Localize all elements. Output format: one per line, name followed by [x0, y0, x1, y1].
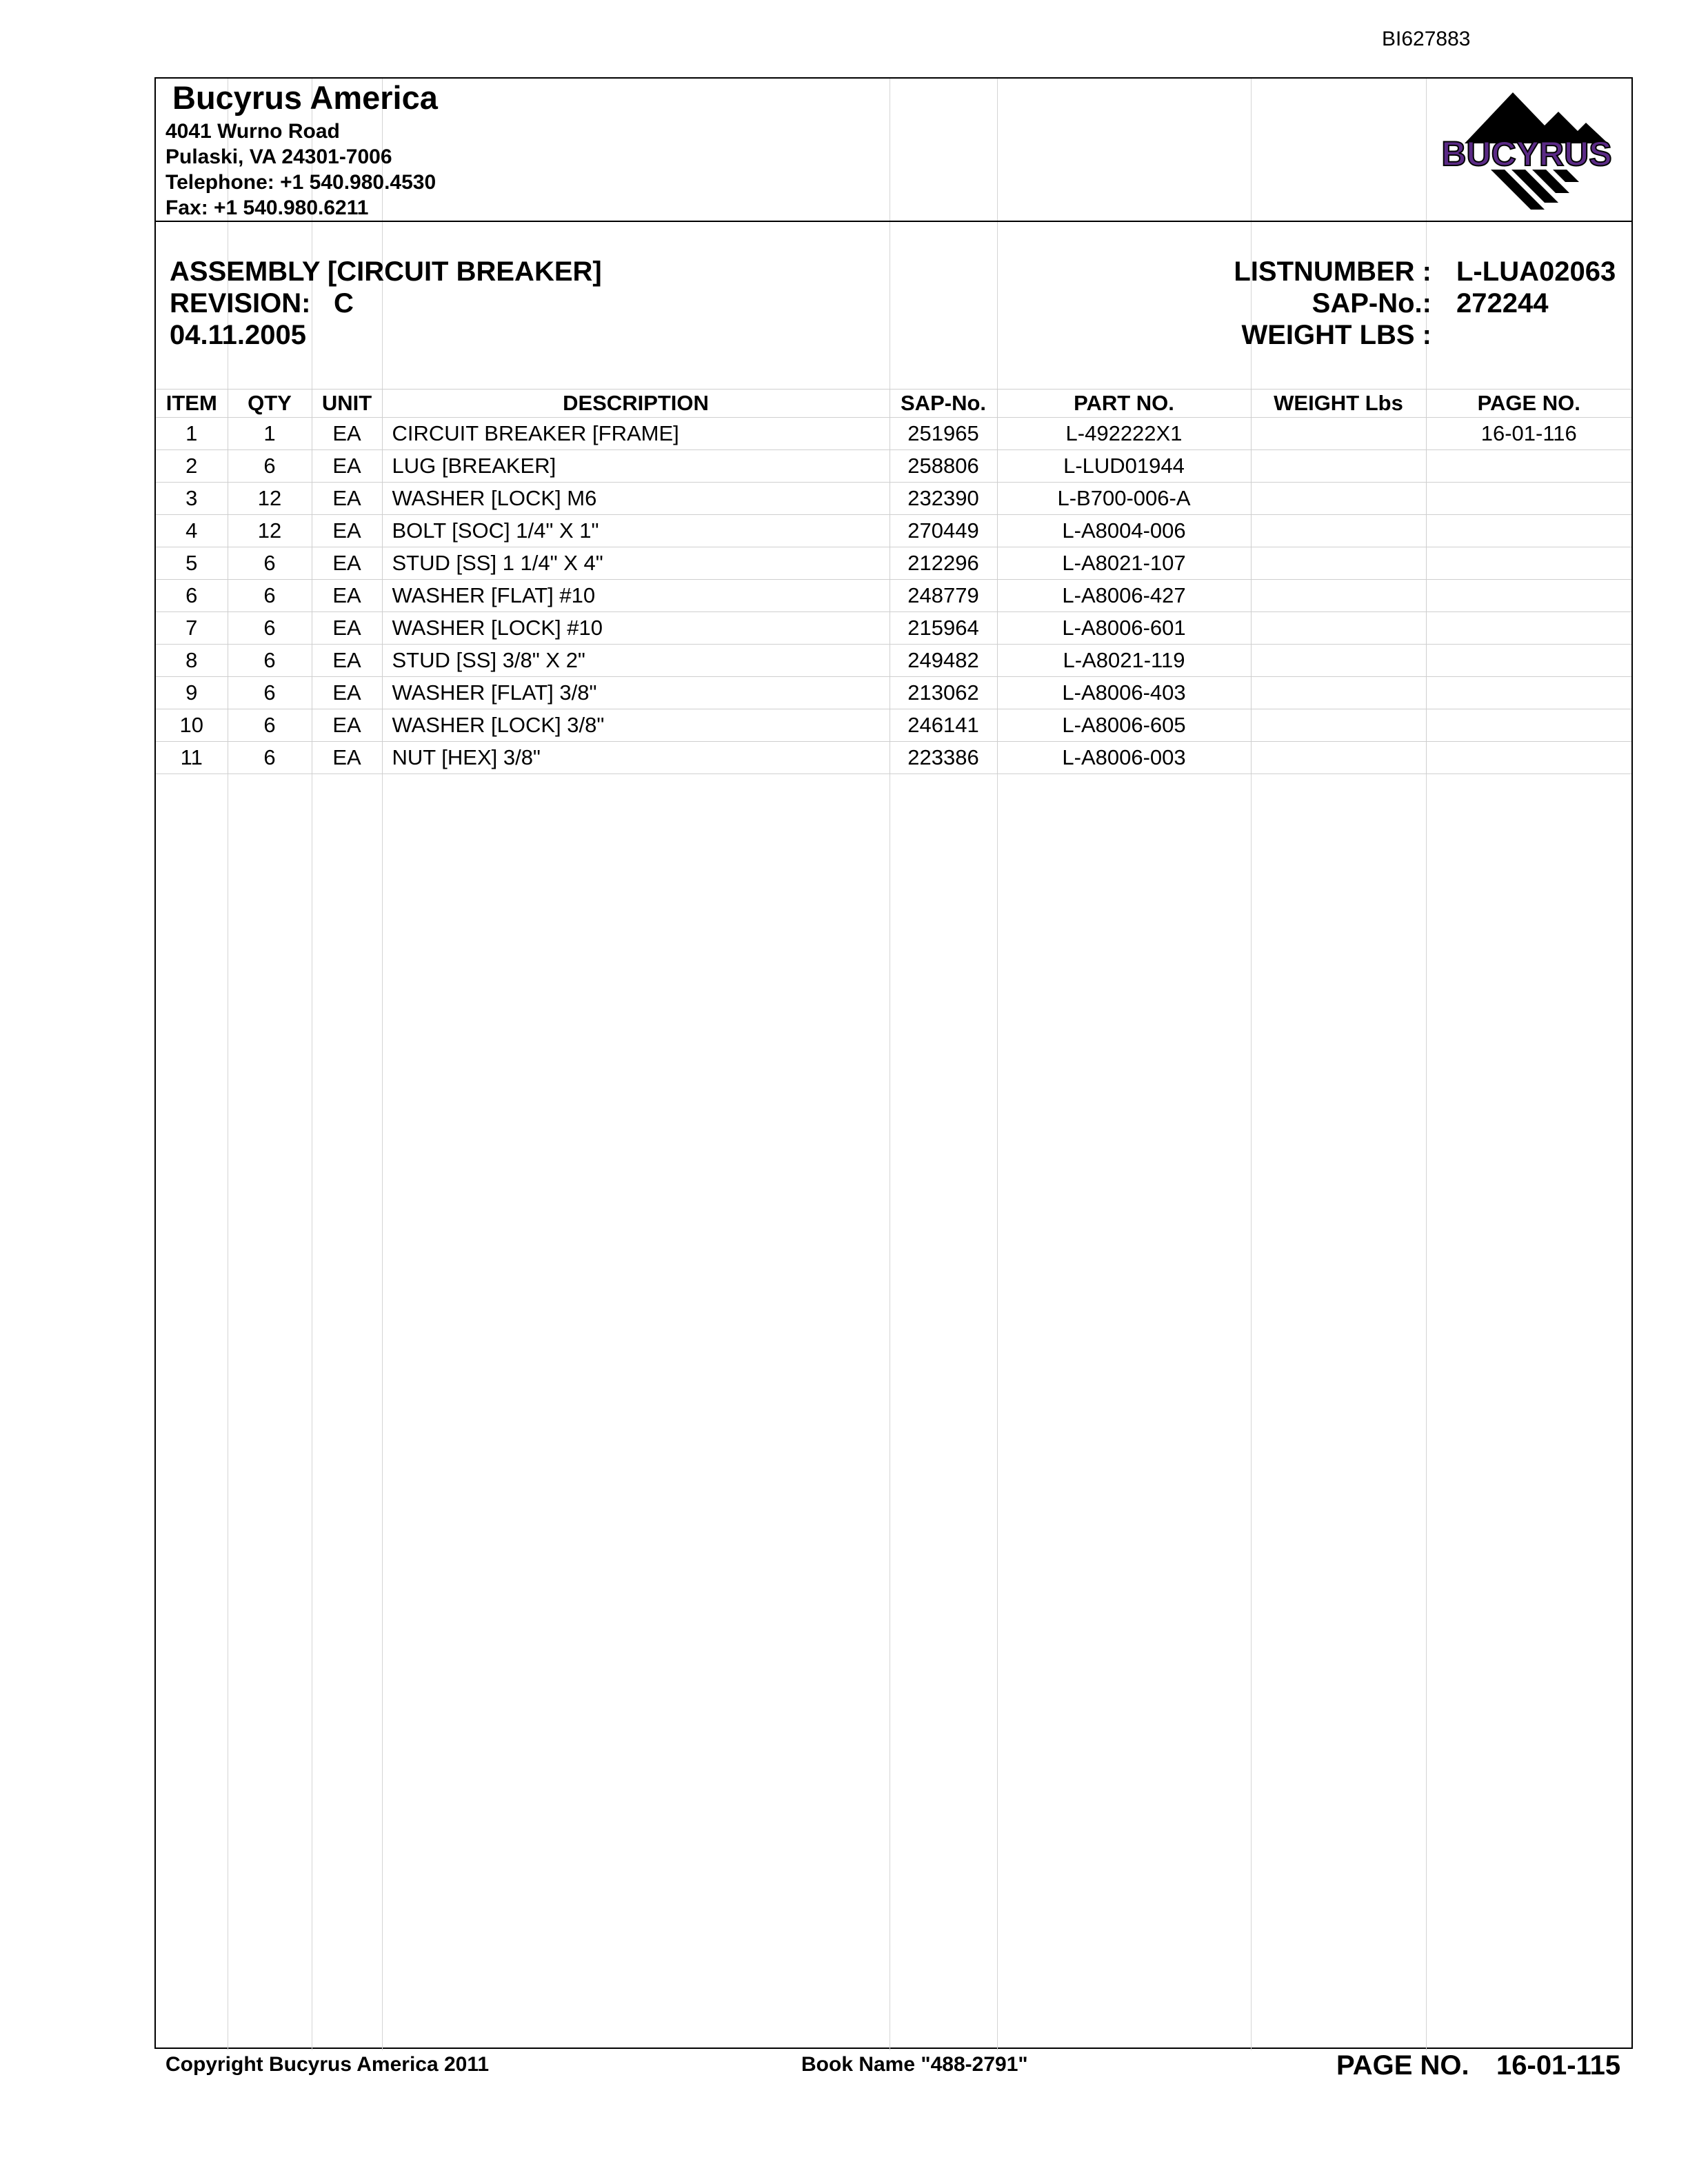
cell-page-no	[1426, 612, 1631, 645]
page-number-value: 16-01-115	[1496, 2050, 1621, 2081]
cell-qty: 6	[228, 677, 312, 709]
cell-sap-no: 215964	[890, 612, 997, 645]
cell-item: 7	[156, 612, 228, 645]
cell-page-no	[1426, 742, 1631, 774]
assembly-date: 04.11.2005	[170, 320, 306, 350]
cell-page-no	[1426, 547, 1631, 580]
cell-qty: 1	[228, 418, 312, 450]
document-id: BI627883	[1382, 28, 1471, 50]
column-header-description: DESCRIPTION	[382, 390, 890, 418]
bucyrus-logo	[1423, 88, 1630, 216]
cell-sap-no: 223386	[890, 742, 997, 774]
cell-page-no	[1426, 580, 1631, 612]
table-row	[156, 547, 1631, 580]
cell-item: 4	[156, 515, 228, 547]
table-row	[156, 742, 1631, 774]
company-name: Bucyrus America	[172, 79, 438, 116]
column-header-weight: WEIGHT Lbs	[1251, 390, 1426, 418]
cell-description: CIRCUIT BREAKER [FRAME]	[382, 418, 890, 450]
cell-page-no	[1426, 677, 1631, 709]
column-header-item: ITEM	[156, 390, 228, 418]
cell-weight	[1251, 418, 1426, 450]
column-divider	[1251, 79, 1252, 2050]
cell-unit: EA	[312, 515, 382, 547]
column-divider	[1426, 79, 1427, 2050]
cell-page-no	[1426, 645, 1631, 677]
header-divider	[156, 221, 1631, 222]
cell-qty: 6	[228, 450, 312, 483]
column-header-page-no: PAGE NO.	[1426, 390, 1631, 418]
cell-part-no: L-492222X1	[997, 418, 1251, 450]
table-row	[156, 612, 1631, 645]
cell-sap-no: 249482	[890, 645, 997, 677]
cell-description: BOLT [SOC] 1/4" X 1"	[382, 515, 890, 547]
cell-page-no	[1426, 515, 1631, 547]
address-street: 4041 Wurno Road	[165, 120, 340, 143]
cell-sap-no: 270449	[890, 515, 997, 547]
cell-sap-no: 213062	[890, 677, 997, 709]
cell-unit: EA	[312, 645, 382, 677]
cell-item: 10	[156, 709, 228, 742]
cell-page-no	[1426, 450, 1631, 483]
cell-sap-no: 248779	[890, 580, 997, 612]
cell-weight	[1251, 709, 1426, 742]
cell-description: WASHER [FLAT] 3/8"	[382, 677, 890, 709]
cell-weight	[1251, 645, 1426, 677]
cell-part-no: L-LUD01944	[997, 450, 1251, 483]
cell-unit: EA	[312, 483, 382, 515]
table-row	[156, 580, 1631, 612]
cell-sap-no: 251965	[890, 418, 997, 450]
cell-item: 2	[156, 450, 228, 483]
table-row	[156, 450, 1631, 483]
address-fax: Fax: +1 540.980.6211	[165, 196, 369, 219]
cell-item: 6	[156, 580, 228, 612]
cell-sap-no: 232390	[890, 483, 997, 515]
listnumber-value: L-LUA02063	[1456, 256, 1616, 287]
sap-number-label: SAP-No.:	[1312, 288, 1431, 318]
cell-page-no	[1426, 709, 1631, 742]
table-row	[156, 677, 1631, 709]
cell-item: 8	[156, 645, 228, 677]
cell-unit: EA	[312, 547, 382, 580]
cell-weight	[1251, 580, 1426, 612]
cell-description: STUD [SS] 1 1/4" X 4"	[382, 547, 890, 580]
column-divider	[382, 79, 383, 2050]
cell-item: 1	[156, 418, 228, 450]
cell-qty: 6	[228, 742, 312, 774]
cell-part-no: L-A8006-403	[997, 677, 1251, 709]
cell-item: 3	[156, 483, 228, 515]
cell-part-no: L-A8006-003	[997, 742, 1251, 774]
cell-qty: 6	[228, 612, 312, 645]
parts-table-body	[156, 418, 1631, 774]
weight-label: WEIGHT LBS :	[1241, 320, 1431, 350]
cell-weight	[1251, 515, 1426, 547]
cell-description: WASHER [LOCK] #10	[382, 612, 890, 645]
cell-unit: EA	[312, 580, 382, 612]
column-header-part-no: PART NO.	[997, 390, 1251, 418]
cell-item: 11	[156, 742, 228, 774]
page-number-label: PAGE NO.	[1336, 2050, 1469, 2081]
cell-description: STUD [SS] 3/8" X 2"	[382, 645, 890, 677]
table-row	[156, 483, 1631, 515]
cell-weight	[1251, 450, 1426, 483]
document-frame	[154, 77, 1633, 2049]
column-header-sap-no: SAP-No.	[890, 390, 997, 418]
table-row	[156, 645, 1631, 677]
column-header-qty: QTY	[228, 390, 312, 418]
cell-qty: 12	[228, 483, 312, 515]
copyright-notice: Copyright Bucyrus America 2011	[165, 2053, 490, 2076]
cell-sap-no: 246141	[890, 709, 997, 742]
cell-qty: 6	[228, 580, 312, 612]
cell-page-no	[1426, 483, 1631, 515]
cell-weight	[1251, 677, 1426, 709]
revision-label: REVISION:	[170, 288, 311, 318]
revision-value: C	[334, 288, 354, 318]
cell-qty: 6	[228, 709, 312, 742]
table-row	[156, 418, 1631, 450]
cell-part-no: L-A8021-107	[997, 547, 1251, 580]
cell-description: WASHER [LOCK] 3/8"	[382, 709, 890, 742]
listnumber-label: LISTNUMBER :	[1234, 256, 1431, 287]
cell-sap-no: 258806	[890, 450, 997, 483]
table-header-row	[156, 390, 1631, 418]
cell-part-no: L-A8006-601	[997, 612, 1251, 645]
cell-unit: EA	[312, 742, 382, 774]
cell-weight	[1251, 547, 1426, 580]
assembly-title: ASSEMBLY [CIRCUIT BREAKER]	[170, 256, 602, 287]
column-header-unit: UNIT	[312, 390, 382, 418]
cell-description: LUG [BREAKER]	[382, 450, 890, 483]
cell-unit: EA	[312, 709, 382, 742]
cell-part-no: L-B700-006-A	[997, 483, 1251, 515]
cell-description: WASHER [LOCK] M6	[382, 483, 890, 515]
book-name: Book Name "488-2791"	[801, 2053, 1028, 2076]
cell-page-no: 16-01-116	[1426, 418, 1631, 450]
cell-weight	[1251, 742, 1426, 774]
cell-part-no: L-A8006-605	[997, 709, 1251, 742]
cell-unit: EA	[312, 418, 382, 450]
table-row	[156, 515, 1631, 547]
cell-sap-no: 212296	[890, 547, 997, 580]
cell-item: 9	[156, 677, 228, 709]
cell-part-no: L-A8021-119	[997, 645, 1251, 677]
logo-wordmark: BUCYRUS	[1441, 134, 1612, 173]
column-divider	[997, 79, 998, 2050]
cell-item: 5	[156, 547, 228, 580]
cell-qty: 12	[228, 515, 312, 547]
cell-description: WASHER [FLAT] #10	[382, 580, 890, 612]
cell-qty: 6	[228, 645, 312, 677]
parts-table	[156, 389, 1631, 774]
cell-weight	[1251, 612, 1426, 645]
sap-number-value: 272244	[1456, 288, 1549, 318]
address-telephone: Telephone: +1 540.980.4530	[165, 171, 436, 194]
cell-unit: EA	[312, 612, 382, 645]
cell-unit: EA	[312, 677, 382, 709]
address-city: Pulaski, VA 24301-7006	[165, 145, 392, 168]
table-row	[156, 709, 1631, 742]
cell-unit: EA	[312, 450, 382, 483]
cell-qty: 6	[228, 547, 312, 580]
cell-part-no: L-A8004-006	[997, 515, 1251, 547]
cell-weight	[1251, 483, 1426, 515]
cell-description: NUT [HEX] 3/8"	[382, 742, 890, 774]
cell-part-no: L-A8006-427	[997, 580, 1251, 612]
